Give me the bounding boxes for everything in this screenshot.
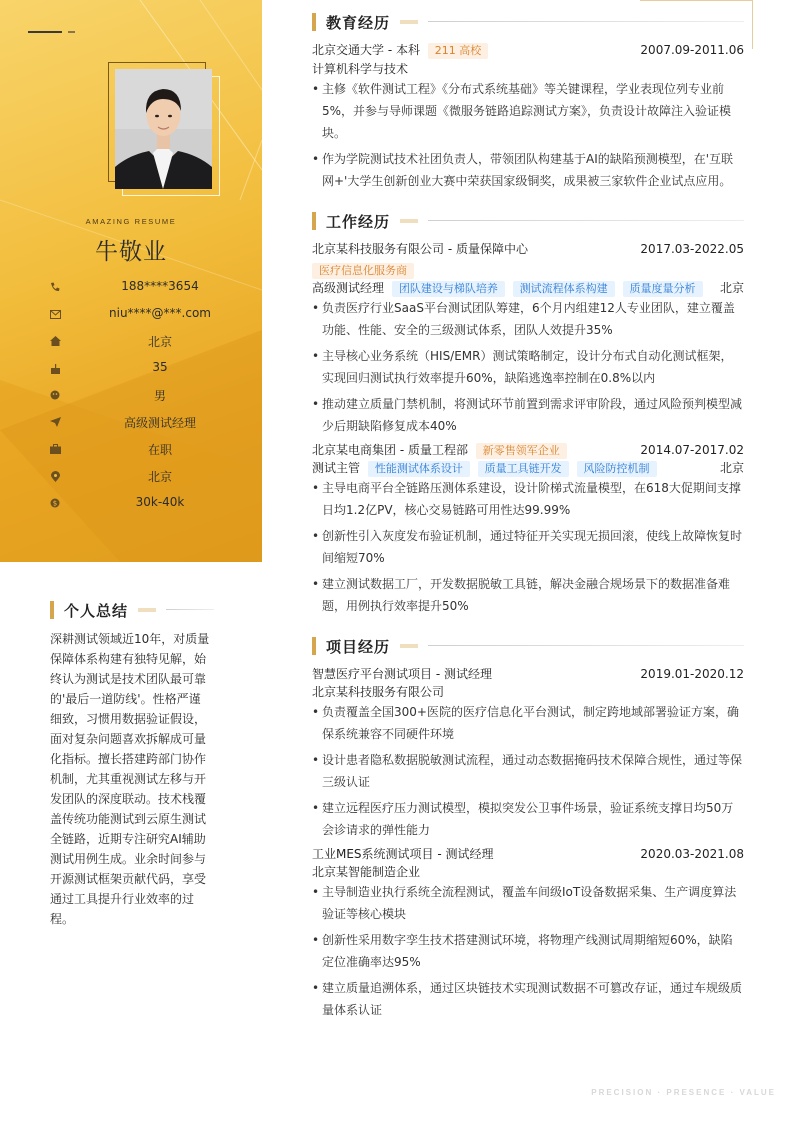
job-role: 高级测试经理: [312, 281, 385, 295]
list-item: • 主修《软件测试工程》《分布式系统基础》等关键课程，学业表现位列专业前5%，并参与导师课题《微服务链路追踪测试方案》，负责设计故障注入验证模块。: [312, 78, 744, 144]
major-row: [312, 60, 744, 78]
project-company: 北京某科技服务有限公司: [312, 685, 445, 699]
location-value: 北京: [147, 470, 172, 484]
decor-line-short: [68, 31, 75, 33]
major-name: 计算机科学与技术: [312, 62, 409, 76]
skill-tag: 团队建设与梯队培养: [392, 281, 505, 297]
list-item: • 主导电商平台全链路压测体系建设，设计阶梯式流量模型，在618大促期间支撑日均1.2亿PV，核心交易链路可用性达99.99%: [312, 477, 744, 521]
list-item: • 建立远程医疗压力测试模型，模拟突发公卫事件场景，验证系统支撑日均50万会诊请求的弹性能力: [312, 797, 744, 841]
section-accent-bar: [312, 13, 316, 31]
bullet-text: 建立测试数据工厂，开发数据脱敏工具链，解决金融合规场景下的数据准备难题，用例执行效率提升50%: [322, 577, 731, 613]
education-period: 2007.09-2011.06: [640, 43, 744, 57]
home-icon: [48, 334, 62, 348]
education-title: 教育经历: [326, 14, 391, 32]
info-location: [48, 466, 262, 486]
list-item: • 负责医疗行业SaaS平台测试团队筹建，6个月内组建12人专业团队，建立覆盖功能、性能、安全的三级测试体系，团队人效提升35%: [312, 297, 744, 341]
bullet-text: 主导制造业执行系统全流程测试，覆盖车间级IoT设备数据采集、生产调度算法验证等核心模块: [322, 885, 737, 921]
job-city: 北京: [719, 281, 744, 295]
section-divider: [428, 21, 744, 22]
job-role: 测试主管: [312, 461, 361, 475]
bullet-text: 负责覆盖全国300+医院的医疗信息化平台测试，制定跨地域部署验证方案，确保系统兼容不同硬件环境: [322, 705, 739, 741]
list-item: • 主导制造业执行系统全流程测试，覆盖车间级IoT设备数据采集、生产调度算法验证等核心模块: [312, 881, 744, 925]
list-item: • 创新性采用数字孪生技术搭建测试环境，将物理产线测试周期缩短60%，缺陷定位准确率达95%: [312, 929, 744, 973]
list-item: • 建立测试数据工厂，开发数据脱敏工具链，解决金融合规场景下的数据准备难题，用例执行效率提升50%: [312, 573, 744, 617]
job-company: 北京某电商集团 - 质量工程部: [312, 443, 468, 457]
info-hometown: [48, 331, 262, 351]
list-item: • 作为学院测试技术社团负责人，带领团队构建基于AI的缺陷预测模型，在'互联网+'大学生创新创业大赛中荣获国家级铜奖，成果被三家软件企业试点应用。: [312, 148, 744, 192]
project-company-row: [312, 863, 744, 881]
send-icon: [48, 415, 62, 429]
briefcase-icon: [48, 442, 62, 456]
school-tag: 211 高校: [428, 43, 489, 59]
bullet-text: 主导电商平台全链路压测体系建设，设计阶梯式流量模型，在618大促期间支撑日均1.2亿PV，核心交易链路可用性达99.99%: [322, 481, 741, 517]
education-section-header: [312, 12, 744, 32]
bullet-text: 建立远程医疗压力测试模型，模拟突发公卫事件场景，验证系统支撑日均50万会诊请求的弹性能力: [322, 801, 734, 837]
job-industry-row: [312, 261, 744, 279]
bullet-text: 建立质量追溯体系，通过区块链技术实现测试数据不可篡改存证，通过车规级质量体系认证: [322, 981, 743, 1017]
section-divider: [166, 609, 214, 610]
project-name: 智慧医疗平台测试项目 - 测试经理: [312, 667, 492, 681]
bullet-text: 主导核心业务系统（HIS/EMR）测试策略制定，设计分布式自动化测试框架，实现回归测试执行效率提升60%，缺陷逃逸率控制在0.8%以内: [322, 349, 733, 385]
work-title: 工作经历: [326, 213, 391, 231]
project-period: 2020.03-2021.08: [640, 847, 744, 861]
section-accent-bar: [312, 637, 316, 655]
industry-tag: 医疗信息化服务商: [312, 263, 414, 279]
job-period: 2017.03-2022.05: [640, 242, 744, 256]
job-role-row: [312, 279, 744, 297]
project-company-row: [312, 683, 744, 701]
candidate-name: 牛敬业: [95, 239, 167, 265]
section-dash: [138, 608, 156, 612]
project-period: 2019.01-2020.12: [640, 667, 744, 681]
job-period: 2014.07-2017.02: [640, 443, 744, 457]
summary-title: 个人总结: [64, 602, 129, 620]
phone-icon: [48, 280, 62, 294]
job-city: 北京: [719, 461, 744, 475]
status-value: 在职: [147, 443, 172, 457]
info-gender: [48, 385, 262, 405]
skill-tag: 性能测试体系设计: [368, 461, 470, 477]
job-role-row: [312, 459, 744, 477]
skill-tag: 质量工具链开发: [478, 461, 569, 477]
list-item: • 设计患者隐私数据脱敏测试流程，通过动态数据掩码技术保障合规性，通过等保三级认证: [312, 749, 744, 793]
list-item: • 建立质量追溯体系，通过区块链技术实现测试数据不可篡改存证，通过车规级质量体系认证: [312, 977, 744, 1021]
location-icon: [48, 469, 62, 483]
info-salary: [48, 493, 262, 513]
job-header-row: [312, 240, 744, 258]
work-section-header: [312, 211, 744, 231]
bullet-text: 创新性采用数字孪生技术搭建测试环境，将物理产线测试周期缩短60%，缺陷定位准确率达95%: [322, 933, 733, 969]
bullet-text: 主修《软件测试工程》《分布式系统基础》等关键课程，学业表现位列专业前5%，并参与导师课题《微服务链路追踪测试方案》，负责设计故障注入验证模块。: [322, 82, 732, 140]
bullet-text: 作为学院测试技术社团负责人，带领团队构建基于AI的缺陷预测模型，在'互联网+'大学生创新创业大赛中荣获国家级铜奖，成果被三家软件企业试点应用。: [322, 152, 734, 188]
info-status: [48, 439, 262, 459]
projects-title: 项目经历: [326, 638, 391, 656]
gender-icon: [48, 388, 62, 402]
list-item: • 主导核心业务系统（HIS/EMR）测试策略制定，设计分布式自动化测试框架，实现回归测试执行效率提升60%，缺陷逃逸率控制在0.8%以内: [312, 345, 744, 389]
footer-slogan: PRECISION · PRESENCE · VALUE: [591, 1088, 776, 1097]
project-company: 北京某智能制造企业: [312, 865, 421, 879]
job-header-row: [312, 441, 744, 459]
list-item: • 负责覆盖全国300+医院的医疗信息化平台测试，制定跨地域部署验证方案，确保系统兼容不同硬件环境: [312, 701, 744, 745]
project-name: 工业MES系统测试项目 - 测试经理: [312, 847, 494, 861]
education-header-row: [312, 41, 744, 59]
bullet-text: 创新性引入灰度发布验证机制，通过特征开关实现无损回滚，使线上故障恢复时间缩短70%: [322, 529, 743, 565]
skill-tag: 测试流程体系构建: [513, 281, 615, 297]
project-header-row: [312, 665, 744, 683]
salary-value: 30k-40k: [135, 495, 185, 509]
bullet-text: 设计患者隐私数据脱敏测试流程，通过动态数据掩码技术保障合规性，通过等保三级认证: [322, 753, 743, 789]
gender-value: 男: [153, 389, 166, 403]
resume-caption: AMAZING RESUME: [85, 217, 177, 226]
section-divider: [428, 645, 744, 646]
avatar-photo: [115, 69, 212, 189]
section-dash: [400, 219, 418, 223]
hometown-value: 北京: [147, 335, 172, 349]
projects-section-header: [312, 636, 744, 656]
section-divider: [428, 220, 744, 221]
summary-text: 深耕测试领域近10年，对质量保障体系构建有独特见解，始终认为测试是技术团队最可靠的'最后一道防线'。性格严谨细致，习惯用数据验证假设，面对复杂问题喜欢拆解成可量化指标。擅长搭建跨部门协作机制，尤其重视测试左移与开发团队的深度联动。技术栈覆盖传统功能测试到云原生测试全链路，近期专注研究AI辅助测试用例生成。业余时间参与开源测试框架贡献代码，享受通过工具提升行业效率的过程。: [50, 632, 210, 926]
salary-icon: [48, 496, 62, 510]
info-age: [48, 358, 262, 378]
industry-tag: 新零售领军企业: [476, 443, 567, 459]
section-accent-bar: [50, 601, 54, 619]
section-dash: [400, 644, 418, 648]
info-position: [48, 412, 262, 432]
position-value: 高级测试经理: [123, 416, 196, 430]
section-accent-bar: [312, 212, 316, 230]
info-phone: [48, 277, 262, 297]
cake-icon: [48, 361, 62, 375]
job-company: 北京某科技服务有限公司 - 质量保障中心: [312, 242, 528, 256]
summary-section-header: [50, 600, 215, 620]
project-header-row: [312, 845, 744, 863]
decor-line: [28, 31, 62, 33]
section-dash: [400, 20, 418, 24]
svg-text:$: $: [52, 499, 58, 508]
info-email: [48, 304, 262, 324]
list-item: • 创新性引入灰度发布验证机制，通过特征开关实现无损回滚，使线上故障恢复时间缩短70%: [312, 525, 744, 569]
phone-value: 188****3654: [121, 279, 199, 293]
school-name: 北京交通大学 - 本科: [312, 43, 420, 57]
skill-tag: 风险防控机制: [577, 461, 657, 477]
bullet-text: 负责医疗行业SaaS平台测试团队筹建，6个月内组建12人专业团队，建立覆盖功能、性能、安全的三级测试体系，团队人效提升35%: [322, 301, 735, 337]
bullet-text: 推动建立质量门禁机制，将测试环节前置到需求评审阶段，通过风险预判模型减少后期缺陷修复成本40%: [322, 397, 743, 433]
mail-icon: [48, 307, 62, 321]
skill-tag: 质量度量分析: [623, 281, 703, 297]
list-item: • 推动建立质量门禁机制，将测试环节前置到需求评审阶段，通过风险预判模型减少后期缺陷修复成本40%: [312, 393, 744, 437]
age-value: 35: [152, 360, 168, 374]
email-value: niu****@***.com: [109, 306, 211, 320]
